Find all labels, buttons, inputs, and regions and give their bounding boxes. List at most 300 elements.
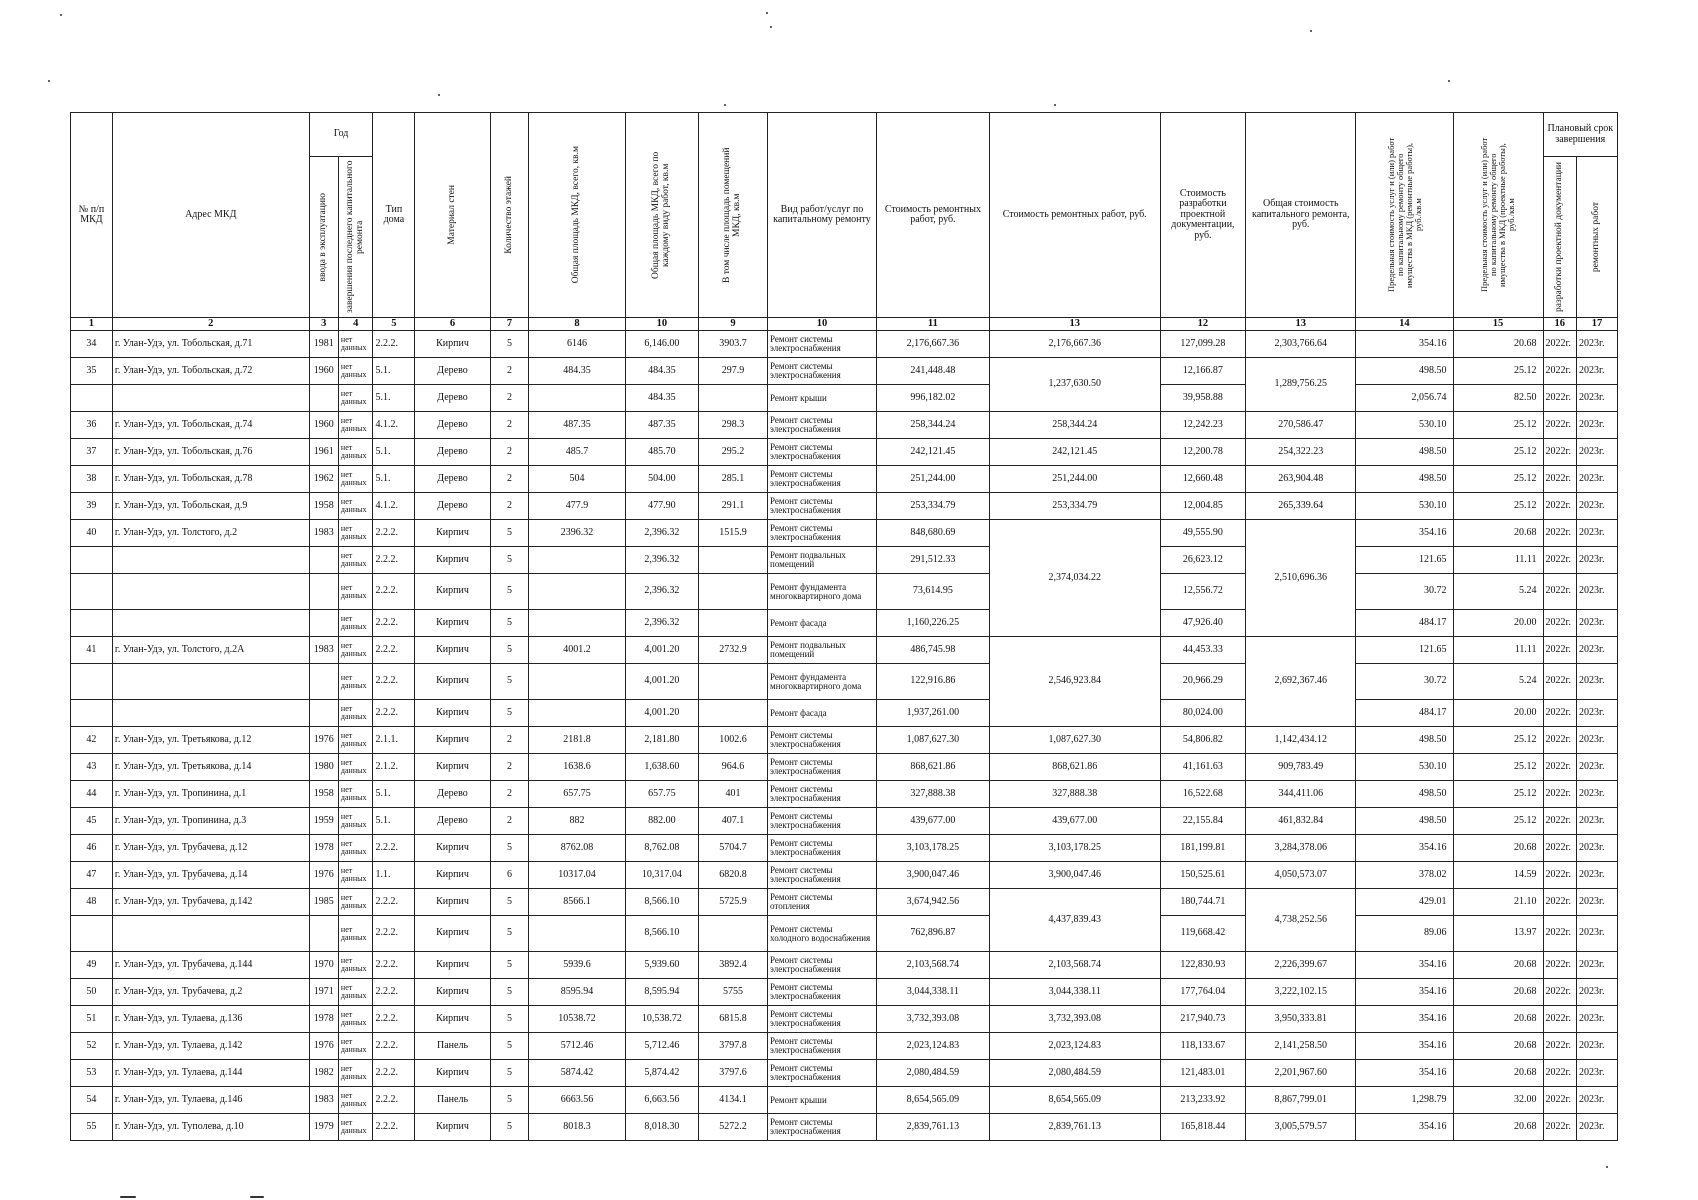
row-cost-total: 909,783.49: [1246, 754, 1356, 781]
row-floors: 5: [490, 979, 529, 1006]
row-year-built: 1960: [309, 358, 338, 385]
row-wall-material: Кирпич: [415, 700, 490, 727]
row-limit-design: 25.12: [1453, 439, 1543, 466]
row-limit-repair: 354.16: [1356, 1060, 1453, 1087]
row-deadline-repair: 2023г.: [1577, 610, 1618, 637]
row-number: 48: [71, 889, 113, 916]
row-address: г. Улан-Удэ, ул. Тулаева, д.142: [112, 1033, 309, 1060]
row-year-built: 1962: [309, 466, 338, 493]
row-year-built: 1960: [309, 412, 338, 439]
row-wall-material: Кирпич: [415, 889, 490, 916]
row-address: г. Улан-Удэ, ул. Тулаева, д.136: [112, 1006, 309, 1033]
row-cost-repair: 291,512.33: [876, 547, 989, 574]
row-area-by-work: 8,018.30: [625, 1114, 698, 1141]
row-number: 40: [71, 520, 113, 547]
header-house-type: Тип дома: [373, 113, 415, 318]
row-cost-repair: 848,680.69: [876, 520, 989, 547]
column-number: 11: [876, 318, 989, 331]
row-work-type: Ремонт системы электроснабжения: [768, 439, 877, 466]
row-premises-area: 3797.8: [698, 1033, 767, 1060]
row-total-area: 657.75: [529, 781, 625, 808]
row-total-area: 6146: [529, 331, 625, 358]
row-total-area: 5874.42: [529, 1060, 625, 1087]
row-total-area: 5939.6: [529, 952, 625, 979]
row-total-area: [529, 574, 625, 610]
row-cost-repair: 253,334.79: [876, 493, 989, 520]
row-work-type: Ремонт системы электроснабжения: [768, 835, 877, 862]
row-total-area: 8595.94: [529, 979, 625, 1006]
row-wall-material: Кирпич: [415, 1114, 490, 1141]
row-year-built: [309, 547, 338, 574]
row-house-type: 4.1.2.: [373, 412, 415, 439]
row-work-type: Ремонт системы электроснабжения: [768, 1114, 877, 1141]
row-premises-area: 6820.8: [698, 862, 767, 889]
row-total-area: [529, 610, 625, 637]
row-cost-total: 270,586.47: [1246, 412, 1356, 439]
row-cost-design: 12,556.72: [1160, 574, 1246, 610]
row-last-repair: нет данных: [338, 1087, 373, 1114]
row-area-by-work: 2,396.32: [625, 610, 698, 637]
row-number: 50: [71, 979, 113, 1006]
row-wall-material: Кирпич: [415, 754, 490, 781]
row-floors: 5: [490, 835, 529, 862]
table-row: [71, 610, 1618, 637]
row-last-repair: нет данных: [338, 808, 373, 835]
row-cost-repair: 1,937,261.00: [876, 700, 989, 727]
column-number: 5: [373, 318, 415, 331]
row-cost-total: 461,832.84: [1246, 808, 1356, 835]
row-area-by-work: 4,001.20: [625, 664, 698, 700]
row-area-by-work: 5,874.42: [625, 1060, 698, 1087]
row-year-built: 1983: [309, 520, 338, 547]
row-house-type: 2.2.2.: [373, 520, 415, 547]
table-row: [71, 547, 1618, 574]
scan-speck: [1448, 80, 1450, 82]
row-limit-design: 20.68: [1453, 1006, 1543, 1033]
header-deadline-group: Плановый срок завершения: [1543, 113, 1617, 157]
table-row: [71, 862, 1618, 889]
row-work-type: Ремонт системы электроснабжения: [768, 466, 877, 493]
row-work-type: Ремонт системы электроснабжения: [768, 493, 877, 520]
row-floors: 2: [490, 493, 529, 520]
scan-speck: [1054, 104, 1056, 106]
row-total-area: 487.35: [529, 412, 625, 439]
row-deadline-design: 2022г.: [1543, 610, 1576, 637]
scan-speck: [766, 12, 768, 14]
row-work-type: Ремонт системы электроснабжения: [768, 754, 877, 781]
row-limit-design: 20.68: [1453, 1114, 1543, 1141]
header-year-built-cell: [309, 157, 338, 318]
row-limit-design: 32.00: [1453, 1087, 1543, 1114]
row-house-type: 2.2.2.: [373, 574, 415, 610]
row-limit-design: 13.97: [1453, 916, 1543, 952]
row-year-built: 1982: [309, 1060, 338, 1087]
row-year-built: 1978: [309, 1006, 338, 1033]
row-number: [71, 664, 113, 700]
row-deadline-design: 2022г.: [1543, 862, 1576, 889]
row-cost-total: 3,950,333.81: [1246, 1006, 1356, 1033]
row-premises-area: 5272.2: [698, 1114, 767, 1141]
row-cost-total: 1,289,756.25: [1246, 358, 1356, 412]
header-num: № п/п МКД: [71, 113, 113, 318]
header-work-type: Вид работ/услуг по капитальному ремонту: [768, 113, 877, 318]
row-deadline-repair: 2023г.: [1577, 664, 1618, 700]
row-deadline-design: 2022г.: [1543, 808, 1576, 835]
header-premises-area: В том числе площадь помещений МКД, кв.м: [722, 147, 742, 283]
scan-speck: [1310, 30, 1312, 32]
row-cost-design: 127,099.28: [1160, 331, 1246, 358]
row-premises-area: 297.9: [698, 358, 767, 385]
row-last-repair: нет данных: [338, 727, 373, 754]
row-premises-area: 291.1: [698, 493, 767, 520]
row-cost-design: 150,525.61: [1160, 862, 1246, 889]
row-address: г. Улан-Удэ, ул. Трубачева, д.2: [112, 979, 309, 1006]
row-premises-area: [698, 610, 767, 637]
header-deadline-repair: ремонтных работ: [1591, 201, 1602, 273]
row-limit-repair: 498.50: [1356, 781, 1453, 808]
row-address: г. Улан-Удэ, ул. Толстого, д.2А: [112, 637, 309, 664]
row-work-type: Ремонт подвальных помещений: [768, 637, 877, 664]
row-cost-total: 3,222,102.15: [1246, 979, 1356, 1006]
row-limit-design: 20.68: [1453, 1060, 1543, 1087]
row-cost-design: 12,166.87: [1160, 358, 1246, 385]
row-cost-total: 254,322.23: [1246, 439, 1356, 466]
row-cost-total: 2,510,696.36: [1246, 520, 1356, 637]
row-deadline-design: 2022г.: [1543, 952, 1576, 979]
row-area-by-work: 2,396.32: [625, 547, 698, 574]
row-cost-design: 122,830.93: [1160, 952, 1246, 979]
row-deadline-design: 2022г.: [1543, 979, 1576, 1006]
row-last-repair: нет данных: [338, 358, 373, 385]
row-cost-design: 39,958.88: [1160, 385, 1246, 412]
row-total-area: 6663.56: [529, 1087, 625, 1114]
row-limit-repair: 484.17: [1356, 700, 1453, 727]
row-limit-repair: 484.17: [1356, 610, 1453, 637]
row-last-repair: нет данных: [338, 385, 373, 412]
table-row: [71, 754, 1618, 781]
table-row: [71, 727, 1618, 754]
row-house-type: 2.2.2.: [373, 700, 415, 727]
row-number: 45: [71, 808, 113, 835]
row-address: г. Улан-Удэ, ул. Тропинина, д.3: [112, 808, 309, 835]
row-limit-design: 5.24: [1453, 664, 1543, 700]
row-deadline-design: 2022г.: [1543, 1114, 1576, 1141]
table-row: [71, 835, 1618, 862]
row-year-built: 1979: [309, 1114, 338, 1141]
row-work-type: Ремонт системы электроснабжения: [768, 358, 877, 385]
row-cost-design: 16,522.68: [1160, 781, 1246, 808]
row-area-by-work: 5,712.46: [625, 1033, 698, 1060]
row-cost-repair-total: 1,237,630.50: [989, 358, 1160, 412]
row-work-type: Ремонт системы электроснабжения: [768, 781, 877, 808]
row-cost-design: 20,966.29: [1160, 664, 1246, 700]
row-wall-material: Кирпич: [415, 952, 490, 979]
row-floors: 5: [490, 574, 529, 610]
row-limit-design: 11.11: [1453, 637, 1543, 664]
row-year-built: [309, 664, 338, 700]
row-limit-repair: 354.16: [1356, 331, 1453, 358]
row-limit-design: 5.24: [1453, 574, 1543, 610]
row-deadline-design: 2022г.: [1543, 754, 1576, 781]
row-year-built: 1958: [309, 781, 338, 808]
header-limit-design-cell: [1453, 113, 1543, 318]
row-year-built: [309, 700, 338, 727]
row-cost-repair-total: 2,176,667.36: [989, 331, 1160, 358]
table-row: [71, 1114, 1618, 1141]
row-year-built: 1976: [309, 862, 338, 889]
row-cost-design: 80,024.00: [1160, 700, 1246, 727]
scan-speck: [250, 1196, 264, 1198]
row-work-type: Ремонт системы электроснабжения: [768, 952, 877, 979]
row-deadline-repair: 2023г.: [1577, 574, 1618, 610]
row-last-repair: нет данных: [338, 547, 373, 574]
row-house-type: 1.1.: [373, 862, 415, 889]
row-deadline-design: 2022г.: [1543, 889, 1576, 916]
row-last-repair: нет данных: [338, 754, 373, 781]
row-floors: 2: [490, 385, 529, 412]
table-row: [71, 385, 1618, 412]
row-premises-area: [698, 664, 767, 700]
header-address: Адрес МКД: [112, 113, 309, 318]
row-last-repair: нет данных: [338, 952, 373, 979]
row-area-by-work: 8,566.10: [625, 916, 698, 952]
row-limit-design: 25.12: [1453, 727, 1543, 754]
row-limit-repair: 354.16: [1356, 1114, 1453, 1141]
row-house-type: 2.2.2.: [373, 979, 415, 1006]
row-limit-repair: 2,056.74: [1356, 385, 1453, 412]
header-limit-design: Предельная стоимость услуг и (или) работ по капитальному ремонту общего имущества в МКД (проектные работы), руб./кв.м: [1479, 137, 1516, 293]
row-limit-repair: 1,298.79: [1356, 1087, 1453, 1114]
row-floors: 5: [490, 610, 529, 637]
row-deadline-repair: 2023г.: [1577, 1033, 1618, 1060]
row-deadline-repair: 2023г.: [1577, 781, 1618, 808]
header-deadline-design-cell: [1543, 157, 1576, 318]
row-address: г. Улан-Удэ, ул. Тропинина, д.1: [112, 781, 309, 808]
row-total-area: 8762.08: [529, 835, 625, 862]
row-total-area: 484.35: [529, 358, 625, 385]
row-limit-repair: 89.06: [1356, 916, 1453, 952]
row-cost-repair-total: 3,103,178.25: [989, 835, 1160, 862]
column-number: 10: [768, 318, 877, 331]
row-address: г. Улан-Удэ, ул. Трубачева, д.142: [112, 889, 309, 916]
row-last-repair: нет данных: [338, 637, 373, 664]
row-cost-repair-total: 258,344.24: [989, 412, 1160, 439]
row-cost-repair: 439,677.00: [876, 808, 989, 835]
row-total-area: 5712.46: [529, 1033, 625, 1060]
row-area-by-work: 657.75: [625, 781, 698, 808]
row-address: [112, 574, 309, 610]
row-limit-design: 25.12: [1453, 358, 1543, 385]
row-limit-repair: 30.72: [1356, 664, 1453, 700]
row-work-type: Ремонт фасада: [768, 700, 877, 727]
row-cost-repair: 122,916.86: [876, 664, 989, 700]
table-row: [71, 808, 1618, 835]
row-number: 39: [71, 493, 113, 520]
row-year-built: 1971: [309, 979, 338, 1006]
row-total-area: 504: [529, 466, 625, 493]
row-number: 41: [71, 637, 113, 664]
column-number: 8: [529, 318, 625, 331]
scan-speck: [120, 1196, 136, 1198]
row-number: 36: [71, 412, 113, 439]
table-row: [71, 952, 1618, 979]
row-area-by-work: 504.00: [625, 466, 698, 493]
row-limit-design: 25.12: [1453, 412, 1543, 439]
column-number: 15: [1453, 318, 1543, 331]
header-year-repair-cell: [338, 157, 373, 318]
row-cost-repair: 868,621.86: [876, 754, 989, 781]
header-year-group: Год: [309, 113, 373, 157]
row-limit-repair: 498.50: [1356, 439, 1453, 466]
header-cost-repair: Стоимость ремонтных работ, руб.: [876, 113, 989, 318]
row-deadline-repair: 2023г.: [1577, 493, 1618, 520]
row-address: г. Улан-Удэ, ул. Тобольская, д.78: [112, 466, 309, 493]
column-number: 12: [1160, 318, 1246, 331]
row-wall-material: Кирпич: [415, 862, 490, 889]
row-total-area: 1638.6: [529, 754, 625, 781]
table-row: [71, 1033, 1618, 1060]
table-row: [71, 574, 1618, 610]
row-wall-material: Панель: [415, 1033, 490, 1060]
row-last-repair: нет данных: [338, 1114, 373, 1141]
column-number: 13: [989, 318, 1160, 331]
row-deadline-repair: 2023г.: [1577, 754, 1618, 781]
row-last-repair: нет данных: [338, 1033, 373, 1060]
row-house-type: 2.2.2.: [373, 1114, 415, 1141]
row-cost-repair: 3,044,338.11: [876, 979, 989, 1006]
row-cost-repair-total: 2,023,124.83: [989, 1033, 1160, 1060]
row-wall-material: Кирпич: [415, 1006, 490, 1033]
row-wall-material: Дерево: [415, 385, 490, 412]
row-total-area: [529, 664, 625, 700]
row-area-by-work: 477.90: [625, 493, 698, 520]
row-year-built: [309, 385, 338, 412]
row-last-repair: нет данных: [338, 520, 373, 547]
row-deadline-repair: 2023г.: [1577, 466, 1618, 493]
row-address: г. Улан-Удэ, ул. Трубачева, д.144: [112, 952, 309, 979]
row-limit-repair: 530.10: [1356, 754, 1453, 781]
row-year-built: [309, 610, 338, 637]
row-deadline-repair: 2023г.: [1577, 331, 1618, 358]
row-cost-repair-total: 4,437,839.43: [989, 889, 1160, 952]
row-house-type: 5.1.: [373, 358, 415, 385]
row-year-built: [309, 916, 338, 952]
row-limit-repair: 498.50: [1356, 358, 1453, 385]
table-row: [71, 916, 1618, 952]
table-row: [71, 412, 1618, 439]
row-cost-design: 121,483.01: [1160, 1060, 1246, 1087]
row-cost-repair: 241,448.48: [876, 358, 989, 385]
row-limit-repair: 498.50: [1356, 808, 1453, 835]
column-number: 10: [625, 318, 698, 331]
column-number: 2: [112, 318, 309, 331]
row-premises-area: [698, 547, 767, 574]
row-total-area: 8018.3: [529, 1114, 625, 1141]
row-deadline-design: 2022г.: [1543, 331, 1576, 358]
row-area-by-work: 4,001.20: [625, 637, 698, 664]
row-address: г. Улан-Удэ, ул. Трубачева, д.12: [112, 835, 309, 862]
row-house-type: 2.2.2.: [373, 331, 415, 358]
row-cost-total: 3,005,579.57: [1246, 1114, 1356, 1141]
row-number: 54: [71, 1087, 113, 1114]
row-deadline-repair: 2023г.: [1577, 952, 1618, 979]
row-deadline-design: 2022г.: [1543, 727, 1576, 754]
row-deadline-design: 2022г.: [1543, 466, 1576, 493]
row-work-type: Ремонт системы электроснабжения: [768, 1033, 877, 1060]
row-limit-repair: 429.01: [1356, 889, 1453, 916]
row-house-type: 2.2.2.: [373, 1087, 415, 1114]
row-cost-repair-total: 2,103,568.74: [989, 952, 1160, 979]
table-row: [71, 439, 1618, 466]
header-wall-material: Материал стен: [446, 185, 457, 245]
row-number: 55: [71, 1114, 113, 1141]
row-wall-material: Дерево: [415, 412, 490, 439]
table-row: [71, 637, 1618, 664]
header-year-repair: завершения последнего капитального ремонта: [344, 160, 365, 314]
row-cost-design: 12,242.23: [1160, 412, 1246, 439]
scan-speck: [48, 80, 50, 82]
row-limit-design: 82.50: [1453, 385, 1543, 412]
row-address: г. Улан-Удэ, ул. Тобольская, д.9: [112, 493, 309, 520]
row-cost-repair-total: 2,546,923.84: [989, 637, 1160, 727]
row-cost-total: 2,303,766.64: [1246, 331, 1356, 358]
row-limit-design: 14.59: [1453, 862, 1543, 889]
row-limit-design: 20.00: [1453, 610, 1543, 637]
row-cost-repair: 2,103,568.74: [876, 952, 989, 979]
row-last-repair: нет данных: [338, 574, 373, 610]
row-deadline-design: 2022г.: [1543, 439, 1576, 466]
row-floors: 6: [490, 862, 529, 889]
row-deadline-repair: 2023г.: [1577, 385, 1618, 412]
row-cost-design: 54,806.82: [1160, 727, 1246, 754]
row-limit-design: 25.12: [1453, 493, 1543, 520]
row-year-built: 1983: [309, 1087, 338, 1114]
row-cost-repair: 2,839,761.13: [876, 1114, 989, 1141]
row-address: г. Улан-Удэ, ул. Толстого, д.2: [112, 520, 309, 547]
row-cost-total: 4,050,573.07: [1246, 862, 1356, 889]
row-limit-design: 21.10: [1453, 889, 1543, 916]
row-number: 43: [71, 754, 113, 781]
header-limit-repair-cell: [1356, 113, 1453, 318]
header-total-area: Общая площадь МКД, всего, кв.м: [571, 146, 582, 284]
row-cost-repair-total: 439,677.00: [989, 808, 1160, 835]
row-last-repair: нет данных: [338, 979, 373, 1006]
row-floors: 5: [490, 1033, 529, 1060]
row-cost-total: 344,411.06: [1246, 781, 1356, 808]
row-address: г. Улан-Удэ, ул. Тобольская, д.71: [112, 331, 309, 358]
row-address: г. Улан-Удэ, ул. Трубачева, д.14: [112, 862, 309, 889]
row-year-built: 1983: [309, 637, 338, 664]
row-floors: 5: [490, 889, 529, 916]
row-cost-repair-total: 868,621.86: [989, 754, 1160, 781]
row-limit-design: 25.12: [1453, 754, 1543, 781]
row-address: [112, 547, 309, 574]
scan-speck: [60, 14, 62, 16]
row-address: [112, 700, 309, 727]
column-number: 3: [309, 318, 338, 331]
row-work-type: Ремонт системы электроснабжения: [768, 1006, 877, 1033]
row-premises-area: 5755: [698, 979, 767, 1006]
row-work-type: Ремонт системы отопления: [768, 889, 877, 916]
row-last-repair: нет данных: [338, 439, 373, 466]
row-total-area: [529, 700, 625, 727]
row-wall-material: Кирпич: [415, 331, 490, 358]
row-work-type: Ремонт системы электроснабжения: [768, 412, 877, 439]
row-house-type: 2.2.2.: [373, 835, 415, 862]
row-deadline-repair: 2023г.: [1577, 412, 1618, 439]
row-house-type: 2.1.2.: [373, 754, 415, 781]
row-last-repair: нет данных: [338, 1060, 373, 1087]
